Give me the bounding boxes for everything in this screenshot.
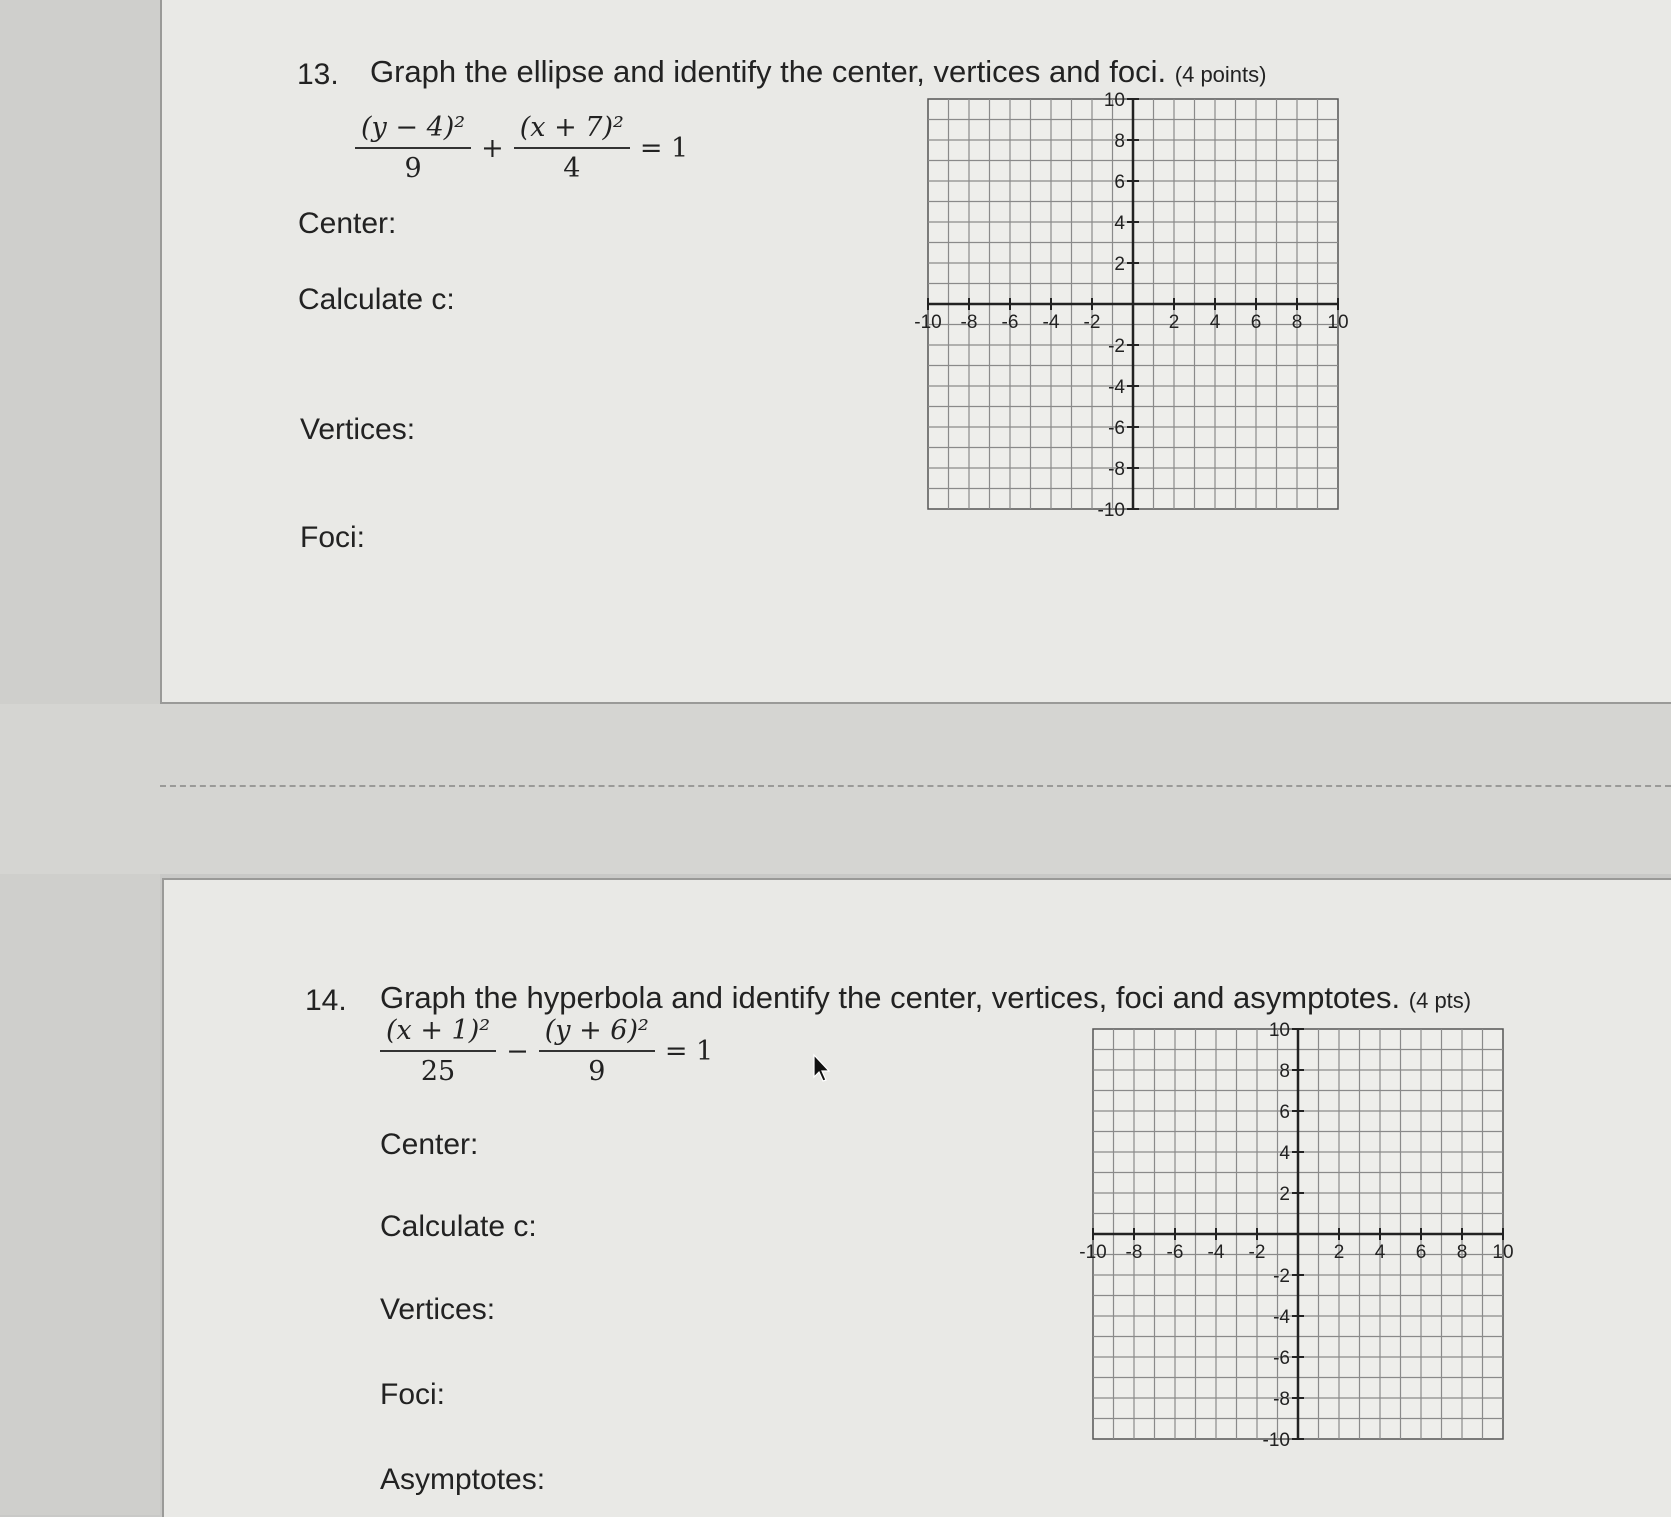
problem-14-text: Graph the hyperbola and identify the center, vertices, foci and asymptotes. bbox=[380, 980, 1401, 1015]
x-tick-label: 6 bbox=[1415, 1242, 1427, 1263]
eq14-rhs: = 1 bbox=[664, 1035, 714, 1067]
x-tick-label: 10 bbox=[1327, 312, 1349, 333]
x-tick-label: 4 bbox=[1374, 1242, 1386, 1263]
x-tick-label: -6 bbox=[1001, 312, 1019, 333]
y-tick-label: -4 bbox=[1273, 1307, 1290, 1328]
y-tick-label: 8 bbox=[1114, 131, 1125, 152]
eq14-fraction-2: $\frac{\text{(y + 6)²}}{9}$ bbox=[539, 1015, 655, 1087]
p14-center-label: Center: bbox=[380, 1128, 479, 1161]
x-tick-label: -4 bbox=[1042, 312, 1060, 333]
y-tick-label: -8 bbox=[1108, 459, 1125, 480]
problem-13-number: 13. bbox=[297, 58, 339, 91]
x-tick-label: 4 bbox=[1209, 312, 1221, 333]
mouse-cursor-icon bbox=[812, 1053, 832, 1083]
x-tick-label: 2 bbox=[1333, 1242, 1345, 1263]
y-tick-label: 2 bbox=[1114, 254, 1125, 275]
y-tick-label: -2 bbox=[1273, 1266, 1290, 1287]
y-tick-label: 10 bbox=[1103, 90, 1125, 111]
problem-13-equation bbox=[355, 112, 688, 184]
x-tick-label: -4 bbox=[1207, 1242, 1225, 1263]
y-tick-label: -4 bbox=[1108, 377, 1125, 398]
problem-14-number: 14. bbox=[305, 984, 347, 1017]
y-tick-label: 4 bbox=[1279, 1143, 1290, 1164]
x-tick-label: -2 bbox=[1083, 312, 1101, 333]
y-tick-label: 4 bbox=[1114, 213, 1125, 234]
x-tick-label: 8 bbox=[1291, 312, 1303, 333]
problem-13-points: (4 points) bbox=[1174, 62, 1267, 87]
y-tick-label: -6 bbox=[1108, 418, 1125, 439]
y-tick-label: -8 bbox=[1273, 1389, 1290, 1410]
problem-13-coordinate-grid[interactable] bbox=[900, 85, 1360, 535]
page-gap bbox=[0, 704, 1671, 874]
p13-calc-c-label: Calculate c: bbox=[298, 283, 455, 316]
y-tick-label: 6 bbox=[1279, 1102, 1290, 1123]
x-tick-label: 10 bbox=[1492, 1242, 1514, 1263]
eq13-fraction-2: $\frac{\text{(x + 7)²}}{4}$ bbox=[514, 112, 630, 184]
eq13-fraction-1: $\frac{\text{(y − 4)²}}{9}$ bbox=[355, 112, 471, 184]
eq13-operator: + bbox=[481, 132, 504, 164]
eq14-fraction-1: $\frac{\text{(x + 1)²}}{25}$ bbox=[380, 1015, 496, 1087]
problem-14-coordinate-grid[interactable] bbox=[1065, 1015, 1525, 1465]
problem-13-text: Graph the ellipse and identify the center, vertices and foci. bbox=[370, 54, 1167, 89]
x-tick-label: -8 bbox=[1125, 1242, 1143, 1263]
y-tick-label: 8 bbox=[1279, 1061, 1290, 1082]
p13-center-label: Center: bbox=[298, 207, 397, 240]
x-tick-label: -8 bbox=[960, 312, 978, 333]
x-tick-label: 8 bbox=[1456, 1242, 1468, 1263]
y-tick-label: -2 bbox=[1108, 336, 1125, 357]
p14-foci-label: Foci: bbox=[380, 1378, 446, 1411]
x-tick-label: 2 bbox=[1168, 312, 1180, 333]
x-tick-label: -6 bbox=[1166, 1242, 1184, 1263]
y-tick-label: -6 bbox=[1273, 1348, 1290, 1369]
problem-14-equation bbox=[380, 1015, 713, 1087]
y-tick-label: 2 bbox=[1279, 1184, 1290, 1205]
y-tick-label: 10 bbox=[1268, 1020, 1290, 1041]
problem-14-instruction bbox=[380, 980, 1471, 1016]
x-tick-label: -10 bbox=[914, 312, 942, 333]
dashed-divider bbox=[160, 785, 1671, 787]
p14-vertices-label: Vertices: bbox=[380, 1293, 496, 1326]
y-tick-label: 6 bbox=[1114, 172, 1125, 193]
p14-calc-c-label: Calculate c: bbox=[380, 1210, 537, 1243]
problem-14-points: (4 pts) bbox=[1408, 988, 1472, 1013]
p13-foci-label: Foci: bbox=[300, 521, 366, 554]
eq14-operator: − bbox=[506, 1035, 529, 1067]
y-tick-label: -10 bbox=[1097, 500, 1125, 521]
y-tick-label: -10 bbox=[1262, 1430, 1290, 1451]
x-tick-label: -10 bbox=[1079, 1242, 1107, 1263]
eq13-rhs: = 1 bbox=[639, 132, 689, 164]
x-tick-label: -2 bbox=[1248, 1242, 1266, 1263]
x-tick-label: 6 bbox=[1250, 312, 1262, 333]
p14-asymptotes-label: Asymptotes: bbox=[380, 1463, 546, 1496]
p13-vertices-label: Vertices: bbox=[300, 413, 416, 446]
